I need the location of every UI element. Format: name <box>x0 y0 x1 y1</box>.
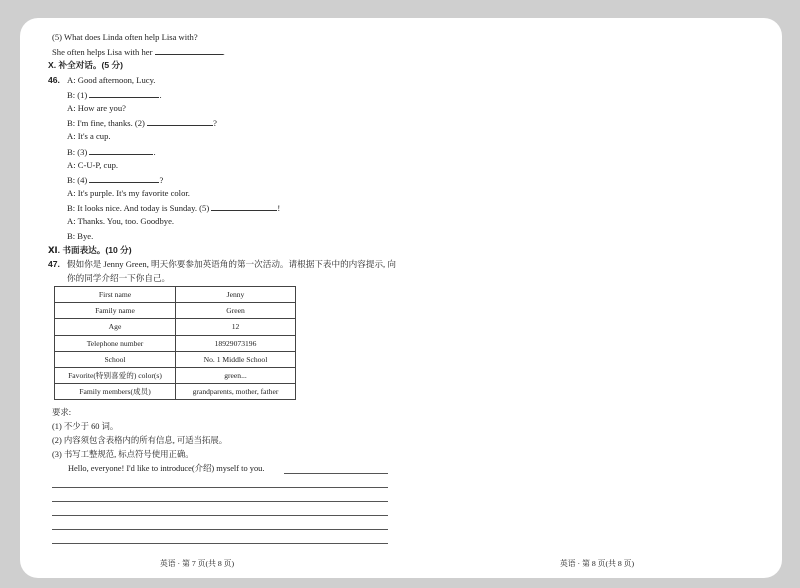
table-cell-value: No. 1 Middle School <box>176 351 296 367</box>
writing-line-5[interactable] <box>52 543 388 544</box>
requirement-2: (2) 内容须包含表格内的所有信息, 可适当拓展。 <box>52 436 228 445</box>
section-xi-heading: Ⅺ. 书面表达。(10 分) <box>48 244 132 255</box>
left-column <box>48 30 408 285</box>
q46-number: 46. <box>48 74 60 85</box>
table-row <box>55 351 296 367</box>
q46-blank-2[interactable] <box>147 115 213 126</box>
q46-l4-suffix: ? <box>213 118 217 129</box>
q46-l10-suffix: ! <box>277 203 281 214</box>
requirement-1: (1) 不少于 60 词。 <box>52 422 119 431</box>
writing-line-3[interactable] <box>52 515 388 516</box>
table-cell-value: 18929073196 <box>176 335 296 351</box>
table-cell-label: Family name <box>55 303 176 319</box>
q46-l2-prefix: B: (1) <box>67 89 88 100</box>
table-cell-label: First name <box>55 287 176 303</box>
q46-l8-suffix: ? <box>159 174 164 185</box>
footer-page-7: 英语 · 第 7 页(共 8 页) <box>160 559 235 568</box>
q46-blank-1[interactable] <box>89 87 162 100</box>
q46-blank-4[interactable] <box>89 172 159 183</box>
q46-l8-prefix: B: (4) <box>67 174 88 185</box>
footer-page-8: 英语 · 第 8 页(共 8 页) <box>560 559 635 568</box>
q46-l6-suffix: . <box>153 146 156 157</box>
q46-line-12: B: Bye. <box>67 230 94 241</box>
q5-answer-prefix: She often helps Lisa with her <box>52 47 153 58</box>
q47-prompt-line-1 <box>48 257 408 271</box>
q5-answer-line <box>48 44 408 58</box>
q46-line-10 <box>48 200 408 214</box>
section-x-heading: X. 补全对话。(5 分) <box>48 60 123 71</box>
q46-l1: A: Good afternoon, Lucy. <box>67 74 156 85</box>
q46-line-8 <box>48 172 408 186</box>
q46-blank-5[interactable] <box>211 200 277 211</box>
table-row <box>55 303 296 319</box>
writing-line-4[interactable] <box>52 529 388 530</box>
q47-prompt-1: 假如你是 Jenny Green, 明天你要参加英语角的第一次活动。请根据下表中的内容提示, 向 <box>67 259 396 269</box>
table-cell-label: Age <box>55 319 176 335</box>
q5-question: (5) What does Linda often help Lisa with? <box>52 32 198 42</box>
q5-answer-blank[interactable] <box>155 44 225 58</box>
table-cell-value: green... <box>176 367 296 383</box>
q46-line-5: A: It's a cup. <box>67 131 111 142</box>
q46-line-7: A: C-U-P, cup. <box>67 159 119 170</box>
q46-line-1 <box>48 73 408 87</box>
q46-line-9: A: It's purple. It's my favorite color. <box>67 188 190 199</box>
table-row <box>55 367 296 383</box>
q47-number: 47. <box>48 259 60 269</box>
table-cell-value: 12 <box>176 319 296 335</box>
table-cell-value: Green <box>176 303 296 319</box>
table-cell-label: Telephone number <box>55 335 176 351</box>
q46-blank-3[interactable] <box>89 144 156 157</box>
q46-line-4 <box>48 115 408 129</box>
q46-line-6 <box>48 144 408 158</box>
q5-answer-suffix: . <box>222 47 225 58</box>
writing-starter: Hello, everyone! I'd like to introduce(介绍) myself to you. <box>68 464 265 473</box>
q46-l2-suffix: . <box>159 89 162 100</box>
info-table <box>54 286 296 400</box>
requirement-3: (3) 书写工整规范, 标点符号使用正确。 <box>52 450 194 459</box>
table-row <box>55 319 296 335</box>
table-cell-label: School <box>55 351 176 367</box>
table-cell-label: Favorite(特别喜爱的) color(s) <box>55 367 176 383</box>
exam-sheet <box>20 18 782 578</box>
requirements-title: 要求: <box>52 408 72 417</box>
q46-line-11: A: Thanks. You, too. Goodbye. <box>67 216 175 227</box>
table-row <box>55 335 296 351</box>
q46-l4-prefix: B: I'm fine, thanks. (2) <box>67 118 145 129</box>
q46-l10-prefix: B: It looks nice. And today is Sunday. (5) <box>67 203 210 214</box>
q46-line-3: A: How are you? <box>67 102 126 113</box>
q46-l6-prefix: B: (3) <box>67 146 88 157</box>
writing-line-1[interactable] <box>52 487 388 488</box>
requirements <box>52 406 412 476</box>
table-row <box>55 384 296 400</box>
table-cell-value: Jenny <box>176 287 296 303</box>
table-row <box>55 287 296 303</box>
q47-prompt-line-2: 你的同学介绍一下你自己。 <box>67 273 171 284</box>
writing-line-2[interactable] <box>52 501 388 502</box>
q46-line-2 <box>48 87 408 101</box>
table-cell-label: Family members(成员) <box>55 384 176 400</box>
table-cell-value: grandparents, mother, father <box>176 384 296 400</box>
writing-line-0[interactable] <box>284 473 388 474</box>
